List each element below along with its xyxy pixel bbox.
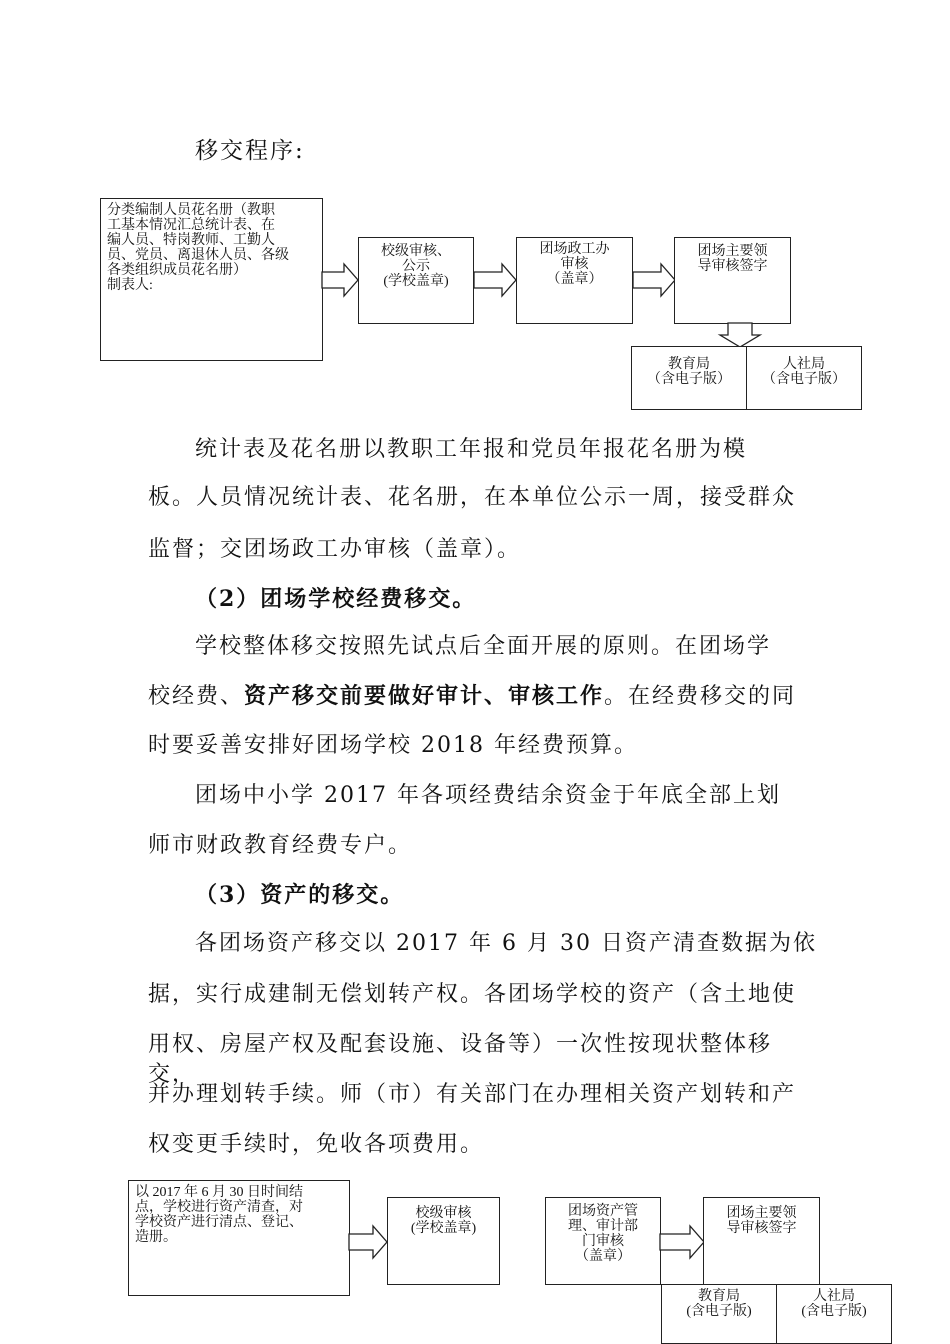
emphasis-text: 资产移交前要做好审计、审核工作 — [244, 683, 605, 709]
political-office-line: 审核 — [560, 257, 589, 272]
flow1-hr-bureau-box — [746, 346, 862, 410]
flow1-arrow-1 — [322, 262, 360, 298]
audit-dept-line: 理、审计部 — [568, 1219, 638, 1234]
roster-line: 工基本情况汇总统计表、在 — [107, 218, 275, 233]
flow1-political-office-box — [516, 237, 633, 324]
roster-line: 制表人: — [107, 278, 153, 293]
education-bureau-line: 教育局 — [698, 1289, 740, 1304]
school-review-line: 校级审核 — [415, 1206, 472, 1221]
hr-bureau-line: 人社局 — [813, 1289, 855, 1304]
paragraph-line: 时要妥善安排好团场学校 2018 年经费预算。 — [148, 733, 638, 758]
leader-sign-line: 团场主要领 — [697, 244, 768, 259]
flow2-school-review-box — [387, 1197, 500, 1285]
political-office-line: 团场政工办 — [539, 242, 610, 257]
paragraph-line: 各团场资产移交以 2017 年 6 月 30 日资产清查数据为依 — [195, 931, 817, 956]
section-heading: 移交程序: — [195, 138, 305, 164]
school-review-line: (学校盖章) — [410, 1221, 477, 1236]
paragraph-line: 板。人员情况统计表、花名册，在本单位公示一周，接受群众 — [148, 485, 797, 510]
flow2-arrow-1 — [349, 1224, 389, 1260]
paragraph-line: 监督；交团场政工办审核（盖章）。 — [148, 537, 522, 562]
flow1-roster-box — [100, 198, 323, 361]
asset-check-line: 造册。 — [135, 1230, 177, 1245]
section-title-2: （2）团场学校经费移交。 — [195, 586, 477, 612]
education-bureau-line: （含电子版） — [647, 372, 731, 387]
roster-line: 分类编制人员花名册（教职 — [107, 203, 275, 218]
roster-line: 各类组织成员花名册） — [107, 263, 247, 278]
asset-check-line: 点，学校进行资产清查，对 — [135, 1200, 303, 1215]
hr-bureau-line: 人社局 — [783, 357, 825, 372]
paragraph-line: 用权、房屋产权及配套设施、设备等）一次性按现状整体移交， — [148, 1032, 773, 1087]
roster-line: 编人员、特岗教师、工勤人 — [107, 233, 275, 248]
roster-line: 员、党员、离退休人员、各级 — [107, 248, 289, 263]
audit-dept-line: （盖章） — [575, 1249, 631, 1264]
audit-dept-line: 门审核 — [582, 1234, 624, 1249]
audit-dept-line: 团场资产管 — [568, 1204, 638, 1219]
school-review-line: 公示 — [402, 259, 430, 274]
paragraph-line: 师市财政教育经费专户。 — [148, 833, 413, 858]
flow2-education-bureau-box — [661, 1284, 777, 1344]
text-run: 。在经费移交的同 — [604, 684, 797, 709]
paragraph-line: 学校整体移交按照先试点后全面开展的原则。在团场学 — [195, 634, 772, 659]
leader-sign-line: 团场主要领 — [726, 1206, 797, 1221]
leader-sign-line: 导审核签字 — [697, 259, 768, 274]
asset-check-line: 学校资产进行清点、登记、 — [135, 1215, 303, 1230]
leader-sign-line: 导审核签字 — [726, 1221, 797, 1236]
text-run: 校经费、 — [148, 684, 245, 709]
hr-bureau-line: (含电子版) — [801, 1304, 867, 1319]
flow1-school-review-box — [358, 237, 474, 324]
hr-bureau-line: （含电子版） — [762, 372, 846, 387]
paragraph-line: 并办理划转手续。师（市）有关部门在办理相关资产划转和产 — [148, 1082, 797, 1107]
flow2-arrow-2 — [660, 1224, 706, 1260]
education-bureau-line: (含电子版) — [686, 1304, 752, 1319]
flow2-hr-bureau-box — [776, 1284, 892, 1344]
paragraph-line: 据，实行成建制无偿划转产权。各团场学校的资产（含土地使 — [148, 982, 797, 1007]
political-office-line: （盖章） — [546, 272, 603, 287]
school-review-line: (学校盖章) — [383, 274, 449, 289]
paragraph-line: 团场中小学 2017 年各项经费结余资金于年底全部上划 — [195, 783, 781, 808]
flow1-arrow-2 — [474, 262, 518, 298]
flow2-asset-check-box — [128, 1180, 350, 1296]
flow1-leader-sign-box — [674, 237, 791, 324]
paragraph-line: 统计表及花名册以教职工年报和党员年报花名册为模 — [195, 437, 748, 462]
paragraph-line: 权变更手续时，免收各项费用。 — [148, 1132, 485, 1157]
section-title-3: （3）资产的移交。 — [195, 882, 405, 908]
flow2-audit-dept-box — [545, 1197, 661, 1285]
flow2-leader-sign-box — [703, 1197, 820, 1285]
paragraph-line-mixed — [148, 681, 813, 712]
education-bureau-line: 教育局 — [668, 357, 710, 372]
asset-check-line: 以 2017 年 6 月 30 日时间结 — [135, 1185, 303, 1200]
flow1-education-bureau-box — [631, 346, 747, 410]
flow1-arrow-3 — [633, 262, 677, 298]
school-review-line: 校级审核、 — [381, 244, 451, 259]
